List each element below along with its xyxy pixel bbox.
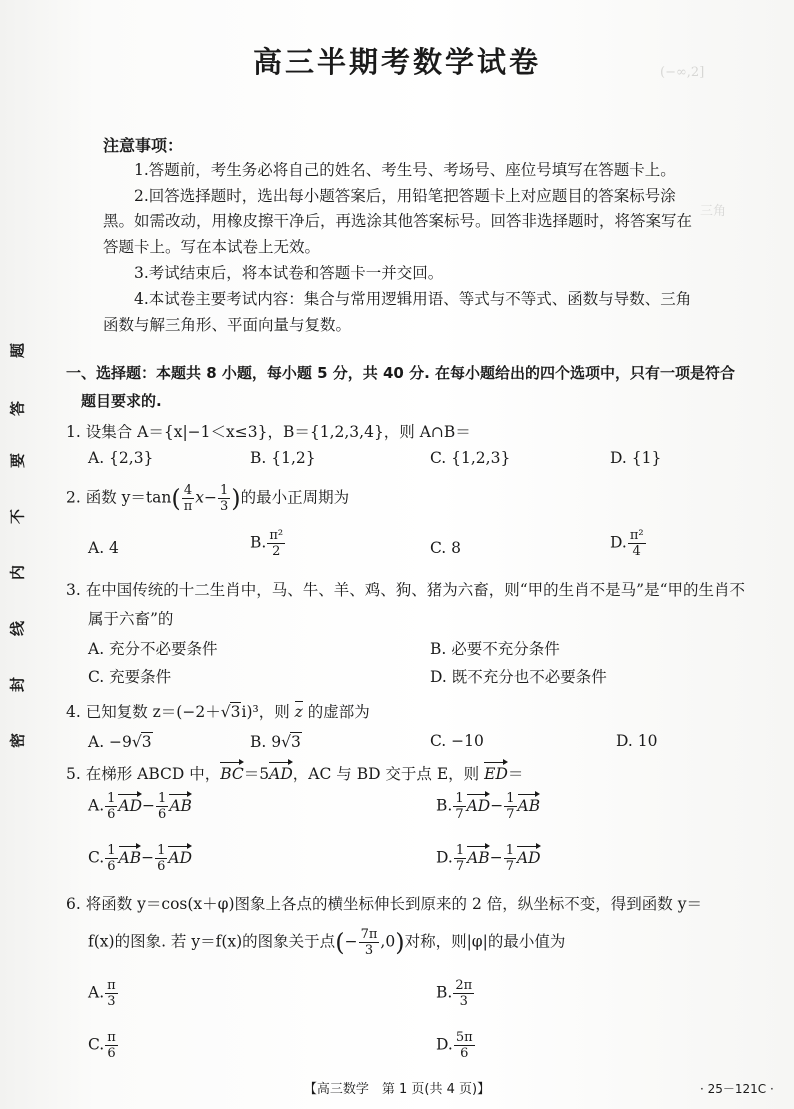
- question-2-stem: 2. 函数 y＝tan( $\frac{4}{\pi}$ x− $\frac{1}{3}$ )的最小正周期为: [66, 483, 350, 514]
- section-heading-cont: 题目要求的.: [81, 392, 162, 410]
- q3-option-a: A. 充分不必要条件: [88, 640, 218, 658]
- q5-option-c: C. $\frac{1}{6}$ AB− $\frac{1}{6}$ AD: [88, 843, 193, 874]
- q3-option-d: D. 既不充分也不必要条件: [430, 668, 607, 686]
- binding-char: 封: [8, 677, 27, 693]
- q4-option-a: A. −9√3: [88, 733, 152, 751]
- page-footer: 【高三数学 第 1 页(共 4 页)】: [303, 1082, 491, 1097]
- notice-line: 黑。如需改动，用橡皮擦干净后，再选涂其他答案标号。回答非选择题时，将答案写在: [103, 212, 693, 230]
- q2-option-a: A. 4: [88, 539, 119, 557]
- notice-line: 函数与解三角形、平面向量与复数。: [103, 316, 352, 334]
- q2-option-b: B. $\frac{\text{π²}}{2}$: [250, 528, 284, 559]
- binding-char: 答: [8, 401, 27, 417]
- q5-option-a: A. $\frac{1}{6}$ AD− $\frac{1}{6}$ AB: [88, 791, 192, 822]
- question-5-stem: 5. 在梯形 ABCD 中，BC＝5AD，AC 与 BD 交于点 E，则 ED＝: [66, 765, 524, 783]
- notice-heading: 注意事项：: [103, 136, 184, 155]
- q2-text: x−: [195, 488, 218, 507]
- q2-text: 的最小正周期为: [240, 488, 350, 507]
- q1-option-c: C. {1,2,3}: [430, 449, 511, 467]
- q2-option-d: D. $\frac{\text{π²}}{4}$: [610, 528, 644, 559]
- q4-option-c: C. −10: [430, 732, 484, 750]
- exam-code: · 25－121C ·: [700, 1082, 774, 1096]
- question-6-stem: 6. 将函数 y＝cos(x＋φ)图象上各点的横坐标伸长到原来的 2 倍，纵坐标不变，得到函数 y＝: [66, 895, 702, 913]
- q2-text: 2. 函数 y＝tan: [66, 488, 172, 507]
- question-3-stem: 3. 在中国传统的十二生肖中，马、牛、羊、鸡、狗、猪为六畜，则“甲的生肖不是马”是“甲的生肖不: [66, 581, 745, 599]
- notice-line: 答题卡上。写在本试卷上无效。: [103, 238, 321, 256]
- binding-char: 内: [8, 565, 27, 581]
- q6-option-b: B. $\frac{2\pi}{3}$: [436, 978, 473, 1009]
- q4-option-b: B. 9√3: [250, 733, 301, 751]
- q5-option-b: B. $\frac{1}{7}$ AD− $\frac{1}{7}$ AB: [436, 791, 541, 822]
- q3-option-c: C. 充要条件: [88, 668, 172, 686]
- section-heading: 一、选择题：本题共 8 小题，每小题 5 分，共 40 分. 在每小题给出的四个选项中，只有一项是符合: [66, 364, 736, 382]
- q1-option-b: B. {1,2}: [250, 449, 316, 467]
- binding-char: 线: [8, 621, 27, 637]
- question-1-stem: 1. 设集合 A＝{x|−1＜x≤3}，B＝{1,2,3,4}，则 A∩B＝: [66, 423, 471, 441]
- q6-option-d: D. $\frac{5\pi}{6}$: [436, 1030, 473, 1061]
- q1-option-a: A. {2,3}: [88, 449, 154, 467]
- binding-char: 要: [8, 453, 27, 469]
- q4-option-d: D. 10: [616, 732, 658, 750]
- binding-line-text: [4, 340, 30, 760]
- question-3-stem-cont: 属于六畜”的: [88, 610, 174, 628]
- binding-char: 题: [8, 343, 27, 359]
- exam-page: (−∞,2] 三角 题 答 要 不 内 线 封 密 高三半期考数学试卷 注意事项： 1.答题前，考生务必将自己的姓名、考生号、考场号、座位号填写在答题卡上。 2.回答选择题时，选出每小题答案后，用铅笔把答题卡上对应题目的答案标号涂 黑。如需改动，用橡皮擦干净后，再选涂其他答案标号。回答非选择题时，将答案写在 答题卡上。写在本试卷上无效。 3.考试结束后，将本试卷和答题卡一并交回。 4.本试卷主要考试内容：集合与常用逻辑用语、等式与不等式、函数与导数、三角 函数与解三角形、平面向量与复数。 一、选择题：本题共 8 小题，每小题 5 分，共 40 分. 在每小题给出的四个选项中，只有一项是符合 题目要求的. 1. 设集合 A＝{x|−1＜x≤3}，B＝{1,2,3,4}，则 A∩B＝ A. {2,3} B. {1,2} C. {1,2,3} D. {1} 2. 函数 y＝tan( $\frac{4}{\pi}$ x− $\frac{1}{3}$ )的最小正周期为 A. 4 B. $\frac{\text{π²}}{2}$ C. 8 D. $\frac{\text{π²}}{4}$ 3. 在中国传统的十二生肖中，马、牛、羊、鸡、狗、猪为六畜，则“甲的生肖不是马”是“甲的生肖不 属于六畜”的 A. 充分不必要条件 B. 必要不充分条件 C. 充要条件 D. 既不充分也不必要条件 4. 已知复数 z＝(−2＋√3i)³，则 z 的虚部为 A. −9√3 B. 9√3 C. −10 D. 10 5. 在梯形 ABCD 中，BC＝5AD，AC 与 BD 交于点 E，则 ED＝ A. $\frac{1}{6}$ AD− $\frac{1}{6}$ AB B. $\frac{1}{7}$ AD− $\frac{1}{7}$ AB C. $\frac{1}{6}$ AB− $\frac{1}{6}$ AD D. $\frac{1}{7}$ AB− $\frac{1}{7}$ AD 6. 将函数 y＝cos(x＋φ)图象上各点的横坐标伸长到原来的 2 倍，纵坐标不变，得到函数 y＝ f(x)的图象. 若 y＝f(x)的图象关于点(− $\frac{7\pi}{3}$ ,0)对称，则|φ|的最小值为 A. $\frac{\pi}{3}$ B. $\frac{2\pi}{3}$ C. $\frac{\pi}{6}$ D. $\frac{5\pi}{6}$ 【高三数学 第 1 页(共 4 页)】 · 25－121C ·: [0, 0, 794, 1109]
- binding-char: 不: [8, 509, 27, 525]
- q5-option-d: D. $\frac{1}{7}$ AB− $\frac{1}{7}$ AD: [436, 843, 541, 874]
- notice-line: 3.考试结束后，将本试卷和答题卡一并交回。: [134, 264, 444, 282]
- q6-option-a: A. $\frac{\pi}{3}$: [88, 978, 116, 1009]
- question-4-stem: 4. 已知复数 z＝(−2＋√3i)³，则 z 的虚部为: [66, 703, 370, 721]
- notice-line: 2.回答选择题时，选出每小题答案后，用铅笔把答题卡上对应题目的答案标号涂: [134, 187, 676, 205]
- q2-option-c: C. 8: [430, 539, 462, 557]
- fraction: $\frac{4}{\pi}$: [183, 483, 193, 514]
- q3-option-b: B. 必要不充分条件: [430, 640, 560, 658]
- binding-char: 密: [8, 733, 27, 749]
- notice-line: 4.本试卷主要考试内容：集合与常用逻辑用语、等式与不等式、函数与导数、三角: [134, 290, 692, 308]
- q6-option-c: C. $\frac{\pi}{6}$: [88, 1030, 116, 1061]
- fraction: $\frac{1}{3}$: [220, 483, 229, 514]
- q1-option-d: D. {1}: [610, 449, 662, 467]
- page-title: 高三半期考数学试卷: [252, 45, 541, 79]
- question-6-stem-cont: f(x)的图象. 若 y＝f(x)的图象关于点(− $\frac{7\pi}{3}$ ,0)对称，则|φ|的最小值为: [88, 927, 566, 958]
- notice-line: 1.答题前，考生务必将自己的姓名、考生号、考场号、座位号填写在答题卡上。: [134, 161, 676, 179]
